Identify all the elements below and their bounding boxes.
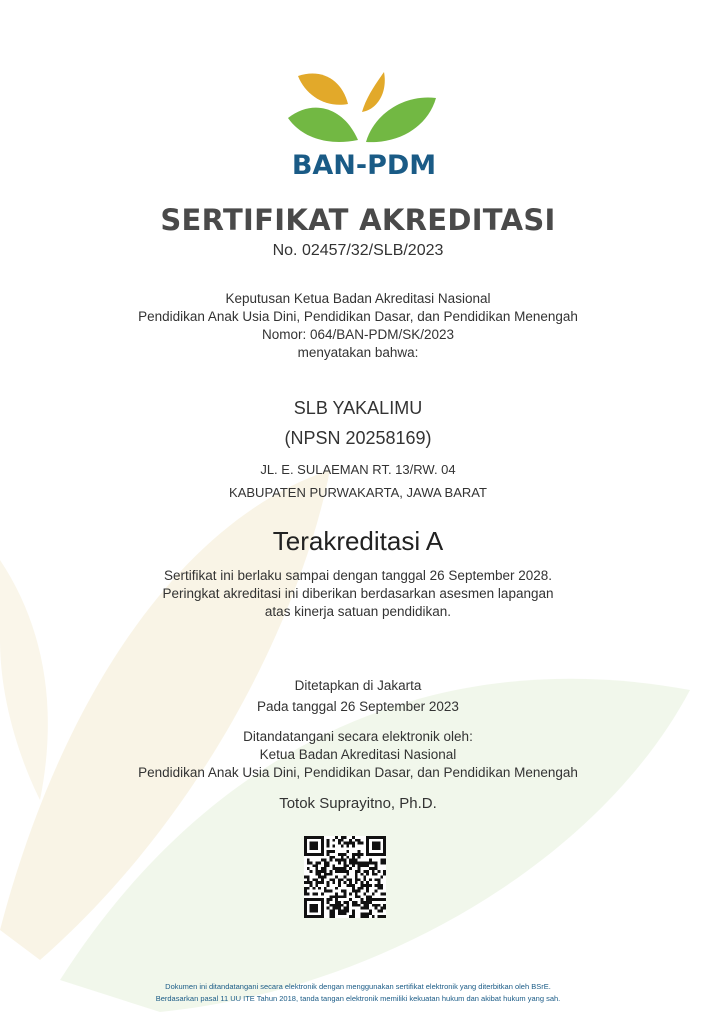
signed-line: Ditandatangani secara elektronik oleh:	[243, 729, 473, 744]
certificate-title: SERTIFIKAT AKREDITASI	[160, 203, 556, 237]
decree-line: menyatakan bahwa:	[297, 345, 419, 360]
issue-date: Pada tanggal 26 September 2023	[257, 699, 459, 714]
decree-block	[0, 290, 716, 362]
footer-line: Dokumen ini ditandatangani secara elektronik dengan menggunakan sertifikat elektronik yang diterbitkan oleh BSrE.	[165, 982, 551, 991]
decree-line: Pendidikan Anak Usia Dini, Pendidikan Dasar, dan Pendidikan Menengah	[138, 309, 578, 324]
signer-name: Totok Suprayitno, Ph.D.	[279, 795, 437, 812]
logo-text: BAN-PDM	[291, 150, 437, 181]
signed-block	[0, 728, 716, 782]
footer-line: Berdasarkan pasal 11 UU ITE Tahun 2018, tanda tangan elektronik memiliki kekuatan hukum dan akibat hukum yang sah.	[155, 994, 561, 1003]
validity-line: atas kinerja satuan pendidikan.	[264, 604, 452, 619]
school-address-line1: JL. E. SULAEMAN RT. 13/RW. 04	[260, 462, 456, 477]
validity-block	[0, 567, 716, 621]
signed-line: Pendidikan Anak Usia Dini, Pendidikan Dasar, dan Pendidikan Menengah	[138, 765, 578, 780]
decree-line: Keputusan Ketua Badan Akreditasi Nasional	[225, 291, 491, 306]
decree-line: Nomor: 064/BAN-PDM/SK/2023	[261, 327, 455, 342]
school-name: SLB YAKALIMU	[293, 398, 423, 418]
signed-line: Ketua Badan Akreditasi Nasional	[259, 747, 457, 762]
certificate-number: No. 02457/32/SLB/2023	[272, 242, 444, 259]
school-address-line2: KABUPATEN PURWAKARTA, JAWA BARAT	[229, 485, 487, 500]
logo	[284, 68, 444, 184]
footer-note	[0, 981, 716, 1005]
accreditation-status: Terakreditasi A	[272, 526, 444, 556]
school-npsn: (NPSN 20258169)	[284, 428, 432, 448]
validity-line: Sertifikat ini berlaku sampai dengan tanggal 26 September 2028.	[164, 568, 552, 583]
validity-line: Peringkat akreditasi ini diberikan berdasarkan asesmen lapangan	[162, 586, 554, 601]
qr-code-icon	[304, 836, 386, 918]
issue-place: Ditetapkan di Jakarta	[294, 678, 422, 693]
leaves-logo-icon	[284, 68, 444, 150]
